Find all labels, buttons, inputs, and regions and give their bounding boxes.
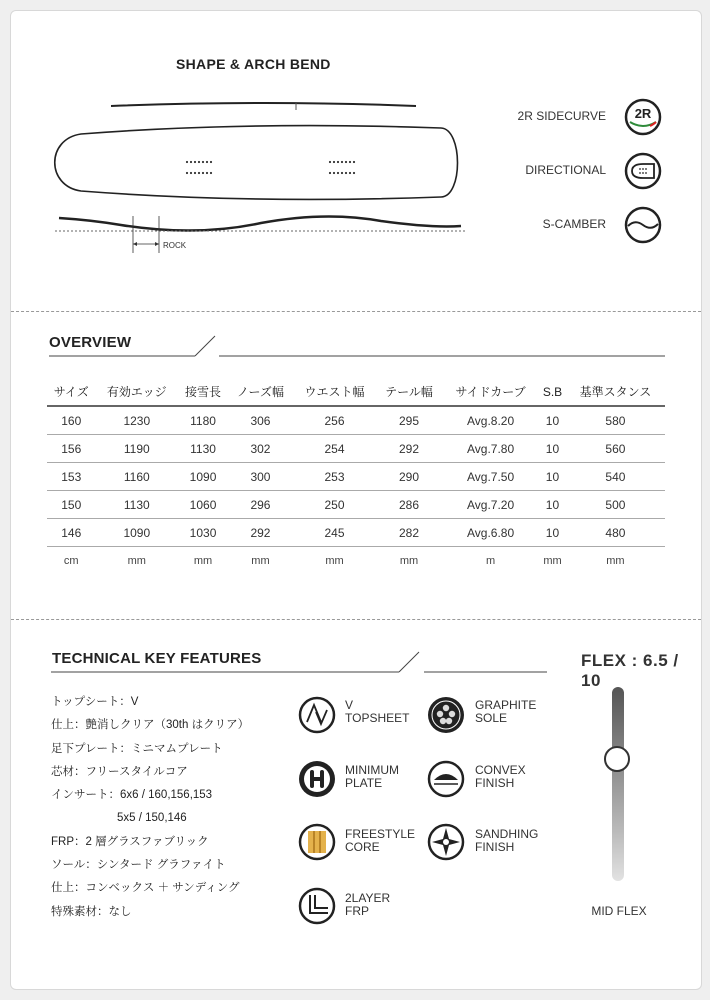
table-cell: 1190 (95, 435, 178, 463)
feature-item: 特殊素材：なし (51, 905, 132, 918)
table-cell: Avg.7.20 (442, 491, 539, 519)
arch-bend-profile (59, 216, 461, 230)
directional-icon (623, 151, 663, 191)
table-row (47, 435, 665, 463)
minimum-plate-icon (297, 759, 337, 799)
unit-cell: mm (325, 554, 344, 567)
directional-label: DIRECTIONAL (525, 163, 606, 177)
freestyle-core-icon (297, 822, 337, 862)
convex-finish-label: CONVEX FINISH (475, 763, 526, 790)
flex-gauge-knob (604, 746, 630, 772)
header-contact-length: 接雪長 (178, 378, 228, 406)
technical-title-rule (49, 647, 549, 677)
table-cell: 1130 (95, 491, 178, 519)
minimum-plate-label: MINIMUM PLATE (345, 763, 399, 790)
unit-cell: cm (63, 554, 79, 567)
feature-item: インサート：6x6 / 160,156,153 (51, 789, 213, 802)
overview-spec-table (47, 378, 665, 574)
sidecurve-2r-icon (623, 97, 663, 137)
v-topsheet-icon (297, 695, 337, 735)
header-effective-edge: 有効エッジ (95, 378, 178, 406)
header-nose-width: ノーズ幅 (228, 378, 293, 406)
table-cell: 250 (293, 491, 376, 519)
table-cell: 1090 (178, 463, 228, 491)
graphite-sole-icon (426, 695, 466, 735)
unit-cell: mm (606, 554, 625, 567)
table-cell: 1090 (95, 519, 178, 547)
sidecurve-label: 2R SIDECURVE (517, 109, 606, 123)
table-cell: 295 (376, 406, 442, 435)
table-cell: 292 (376, 435, 442, 463)
feature-item: ソール：シンタード グラファイト (51, 859, 226, 872)
freestyle-core-label: FREESTYLE CORE (345, 827, 416, 854)
header-sidecut: サイドカーブ (442, 378, 539, 406)
flex-gauge-track (612, 687, 624, 881)
unit-cell: mm (251, 554, 270, 567)
header-stance: 基準スタンス (566, 378, 665, 406)
table-cell: 153 (47, 463, 95, 491)
table-cell: 1230 (95, 406, 178, 435)
table-cell: 10 (539, 406, 566, 435)
header-waist-width: ウエスト幅 (293, 378, 376, 406)
table-cell: 1160 (95, 463, 178, 491)
table-row (47, 491, 665, 519)
table-cell: 150 (47, 491, 95, 519)
table-cell: 540 (566, 463, 665, 491)
technical-title: TECHNICAL KEY FEATURES (52, 650, 262, 667)
flex-rating-label: MID FLEX (591, 904, 647, 918)
unit-cell: mm (127, 554, 146, 567)
sidecurve-badge: 2R (634, 106, 652, 121)
section-divider-1 (11, 311, 701, 312)
table-cell: 302 (228, 435, 293, 463)
unit-cell: mm (399, 554, 419, 567)
overview-title-rule (47, 331, 667, 361)
table-cell: 500 (566, 491, 665, 519)
table-cell: 254 (293, 435, 376, 463)
v-topsheet-label: V TOPSHEET (345, 698, 410, 725)
units-row (47, 547, 665, 575)
table-cell: 245 (293, 519, 376, 547)
unit-cell: mm (193, 554, 213, 567)
top-profile-line (111, 103, 416, 106)
table-row (47, 406, 665, 435)
feature-item: トップシート：V (51, 696, 139, 708)
table-cell: 306 (228, 406, 293, 435)
table-cell: 296 (228, 491, 293, 519)
table-cell: 560 (566, 435, 665, 463)
shape-section-title: SHAPE & ARCH BEND (176, 56, 331, 72)
feature-item: 足下プレート：ミニマムプレート (51, 742, 223, 755)
spec-sheet-card (10, 10, 702, 990)
table-cell: 300 (228, 463, 293, 491)
table-cell: 160 (47, 406, 95, 435)
table-row (47, 463, 665, 491)
convex-finish-icon (426, 759, 466, 799)
feature-list (51, 691, 281, 924)
table-cell: 1030 (178, 519, 228, 547)
header-size: サイズ (47, 378, 95, 406)
table-cell: 1060 (178, 491, 228, 519)
table-cell: 1130 (178, 435, 228, 463)
table-cell: 146 (47, 519, 95, 547)
table-cell: 292 (228, 519, 293, 547)
2layer-frp-icon (297, 886, 337, 926)
table-cell: 282 (376, 519, 442, 547)
2layer-frp-label: 2LAYER FRP (345, 891, 391, 918)
table-cell: 286 (376, 491, 442, 519)
table-cell: 290 (376, 463, 442, 491)
table-cell: 1180 (178, 406, 228, 435)
board-outline (55, 126, 458, 200)
table-row (47, 519, 665, 547)
table-cell: 480 (566, 519, 665, 547)
feature-item: 仕上：コンベックス ＋ サンディング (51, 882, 240, 895)
feature-item: 仕上：艶消しクリア（30th はクリア） (51, 719, 250, 732)
sanding-finish-icon (426, 822, 466, 862)
table-cell: 256 (293, 406, 376, 435)
table-cell: Avg.7.80 (442, 435, 539, 463)
table-cell: 156 (47, 435, 95, 463)
section-divider-2 (11, 619, 701, 620)
header-setback: S.B (539, 378, 566, 406)
s-camber-icon (623, 205, 663, 245)
table-cell: 10 (539, 435, 566, 463)
feature-item: 5x5 / 150,146 (117, 812, 187, 825)
graphite-sole-label: GRAPHITE SOLE (475, 698, 537, 725)
table-cell: 10 (539, 519, 566, 547)
table-cell: 10 (539, 491, 566, 519)
header-tail-width: テール幅 (376, 378, 442, 406)
s-camber-label: S-CAMBER (542, 217, 606, 231)
flex-title: FLEX : 6.5 / 10 (581, 651, 679, 690)
table-header-row (47, 378, 665, 406)
board-shape-diagram (11, 11, 471, 271)
rock-label: ROCK (163, 241, 187, 250)
sanding-finish-label: SANDHING FINISH (475, 827, 539, 854)
unit-cell: m (485, 554, 496, 567)
feature-item: FRP：2 層グラスファブリック (51, 835, 209, 848)
table-cell: Avg.8.20 (442, 406, 539, 435)
feature-item: 芯材：フリースタイルコア (51, 765, 188, 778)
table-cell: Avg.7.50 (442, 463, 539, 491)
unit-cell: mm (543, 554, 562, 567)
table-cell: Avg.6.80 (442, 519, 539, 547)
table-cell: 580 (566, 406, 665, 435)
table-cell: 10 (539, 463, 566, 491)
table-cell: 253 (293, 463, 376, 491)
overview-title: OVERVIEW (49, 334, 132, 351)
